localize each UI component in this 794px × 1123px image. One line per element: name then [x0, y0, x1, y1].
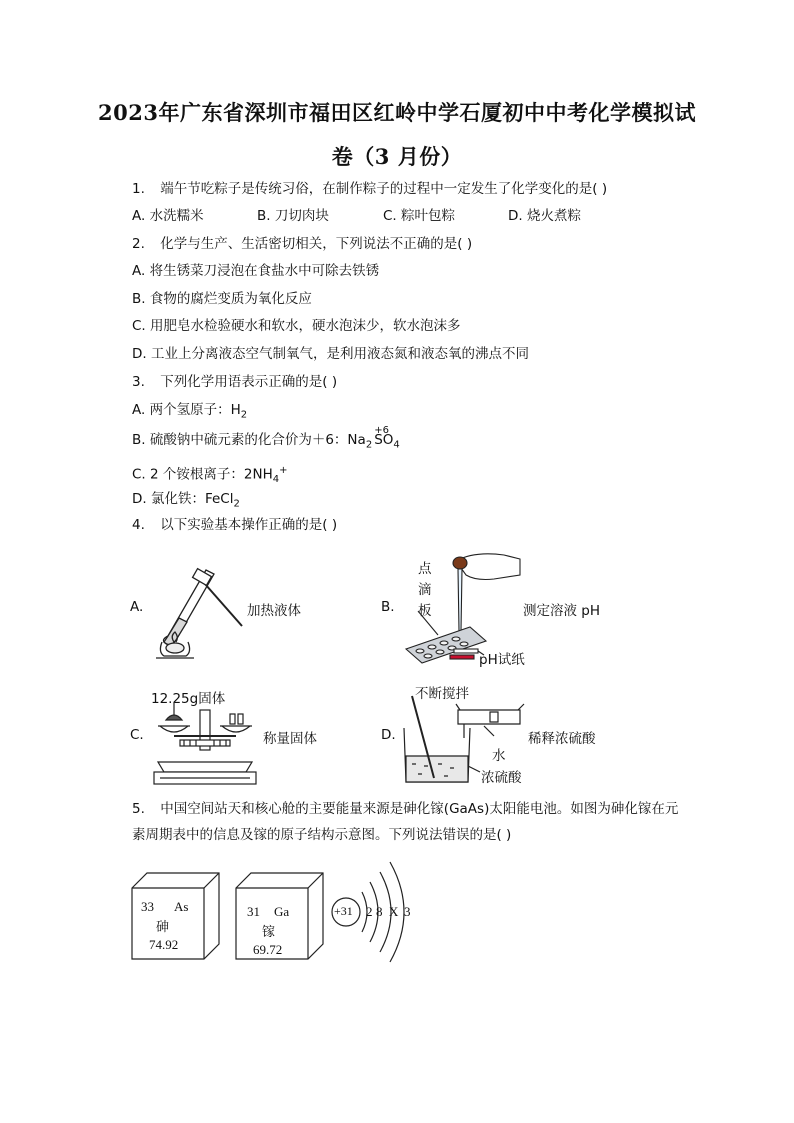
ph-paper-label: pH试纸: [479, 652, 525, 668]
question-stem: 以下实验基本操作正确的是( ): [160, 517, 338, 533]
title-line-2: 卷（3 月份）: [331, 144, 463, 169]
question-stem: 下列化学用语表示正确的是( ): [160, 374, 338, 390]
q4-option-a-caption: 加热液体: [247, 603, 301, 619]
q4-option-c-letter[interactable]: C.: [130, 727, 144, 743]
question-stem: 端午节吃粽子是传统习俗，在制作粽子的过程中一定发生了化学变化的是( ): [160, 181, 608, 197]
balance-figure: [150, 700, 260, 786]
q1-option-a[interactable]: A. 水洗糯米: [132, 208, 204, 224]
arsenic-mass: 74.92: [149, 937, 179, 952]
q4-option-b-caption: 测定溶液 pH: [523, 603, 601, 619]
spot-plate-label-1: 点: [418, 561, 432, 577]
gallium-name: 镓: [262, 924, 276, 939]
question-stem: 中国空间站天和核心舱的主要能量来源是砷化镓(GaAs)太阳能电池。如图为砷化镓在元: [160, 801, 679, 817]
question-number: 1.: [132, 181, 145, 197]
spot-plate-label-3: 板: [418, 603, 432, 619]
question-2: [132, 236, 472, 252]
question-number: 4.: [132, 517, 145, 533]
q4-option-d-letter[interactable]: D.: [381, 727, 396, 743]
gallium-symbol: Ga: [274, 904, 290, 919]
acid-label: 浓硫酸: [481, 770, 522, 786]
shell-3-electrons: X: [389, 904, 399, 919]
option-text: A. 两个氢原子：H: [132, 402, 241, 418]
subscript: 2: [233, 498, 240, 510]
question-number: 5.: [132, 801, 145, 817]
q3-option-d[interactable]: [132, 491, 240, 513]
nucleus-charge: +31: [334, 904, 353, 918]
q2-option-a[interactable]: A. 将生锈菜刀浸泡在食盐水中可除去铁锈: [132, 263, 380, 279]
question-4: [132, 517, 337, 533]
q1-option-c[interactable]: C. 粽叶包粽: [383, 208, 456, 224]
subscript: 2: [240, 409, 248, 421]
option-text: D. 氯化铁：FeCl: [132, 491, 234, 507]
q4-option-d-caption: 稀释浓硫酸: [528, 731, 596, 747]
question-5-continued: 素周期表中的信息及镓的原子结构示意图。下列说法错误的是( ): [132, 827, 512, 843]
subscript: 2: [365, 439, 373, 451]
q4-option-b-letter[interactable]: B.: [381, 599, 395, 615]
shell-1-electrons: 2: [366, 904, 373, 919]
question-3: [132, 374, 337, 390]
q2-option-c[interactable]: C. 用肥皂水检验硬水和软水，硬水泡沫少，软水泡沫多: [132, 318, 461, 334]
q3-option-c[interactable]: [132, 463, 288, 488]
solid-mass-label: 12.25g固体: [151, 691, 226, 707]
question-number: 3.: [132, 374, 145, 390]
arsenic-symbol: As: [174, 899, 189, 914]
oxygen-symbol: O: [382, 432, 394, 448]
shell-2-electrons: 8: [376, 904, 383, 919]
shell-4-electrons: 3: [404, 904, 411, 919]
subscript: 4: [272, 474, 280, 486]
q1-option-d[interactable]: D. 烧火煮粽: [508, 208, 581, 224]
sulfur-symbol: S: [374, 432, 383, 448]
water-label: 水: [492, 748, 506, 764]
option-text: B. 硫酸钠中硫元素的化合价为＋6：Na: [132, 432, 366, 448]
question-number: 2.: [132, 236, 145, 252]
title-line-1: 2023年广东省深圳市福田区红岭中学石厦初中中考化学模拟试: [98, 100, 696, 125]
q4-option-c-caption: 称量固体: [263, 731, 317, 747]
subscript: 4: [393, 439, 400, 451]
question-1: [132, 181, 607, 197]
spot-plate-label-2: 滴: [418, 582, 432, 598]
gallium-number: 31: [247, 904, 260, 919]
gallium-mass: 69.72: [253, 942, 283, 957]
q4-option-a-letter[interactable]: A.: [130, 599, 144, 615]
question-stem: 化学与生产、生活密切相关，下列说法不正确的是( ): [160, 236, 473, 252]
q2-option-d[interactable]: D. 工业上分离液态空气制氧气，是利用液态氮和液态氧的沸点不同: [132, 346, 529, 362]
stir-label: 不断搅拌: [415, 686, 469, 702]
option-text: C. 2 个铵根离子：2NH: [132, 466, 273, 483]
question-5: [132, 801, 678, 817]
valence-mark: +6: [374, 425, 389, 436]
arsenic-number: 33: [141, 899, 154, 914]
q1-option-b[interactable]: B. 刀切肉块: [257, 208, 329, 224]
superscript: +: [279, 465, 288, 476]
q3-option-b[interactable]: [132, 425, 400, 454]
q2-option-b[interactable]: B. 食物的腐烂变质为氧化反应: [132, 291, 312, 307]
heating-liquid-figure: [146, 556, 250, 664]
q3-option-a[interactable]: [132, 402, 247, 424]
arsenic-name: 砷: [156, 919, 170, 934]
